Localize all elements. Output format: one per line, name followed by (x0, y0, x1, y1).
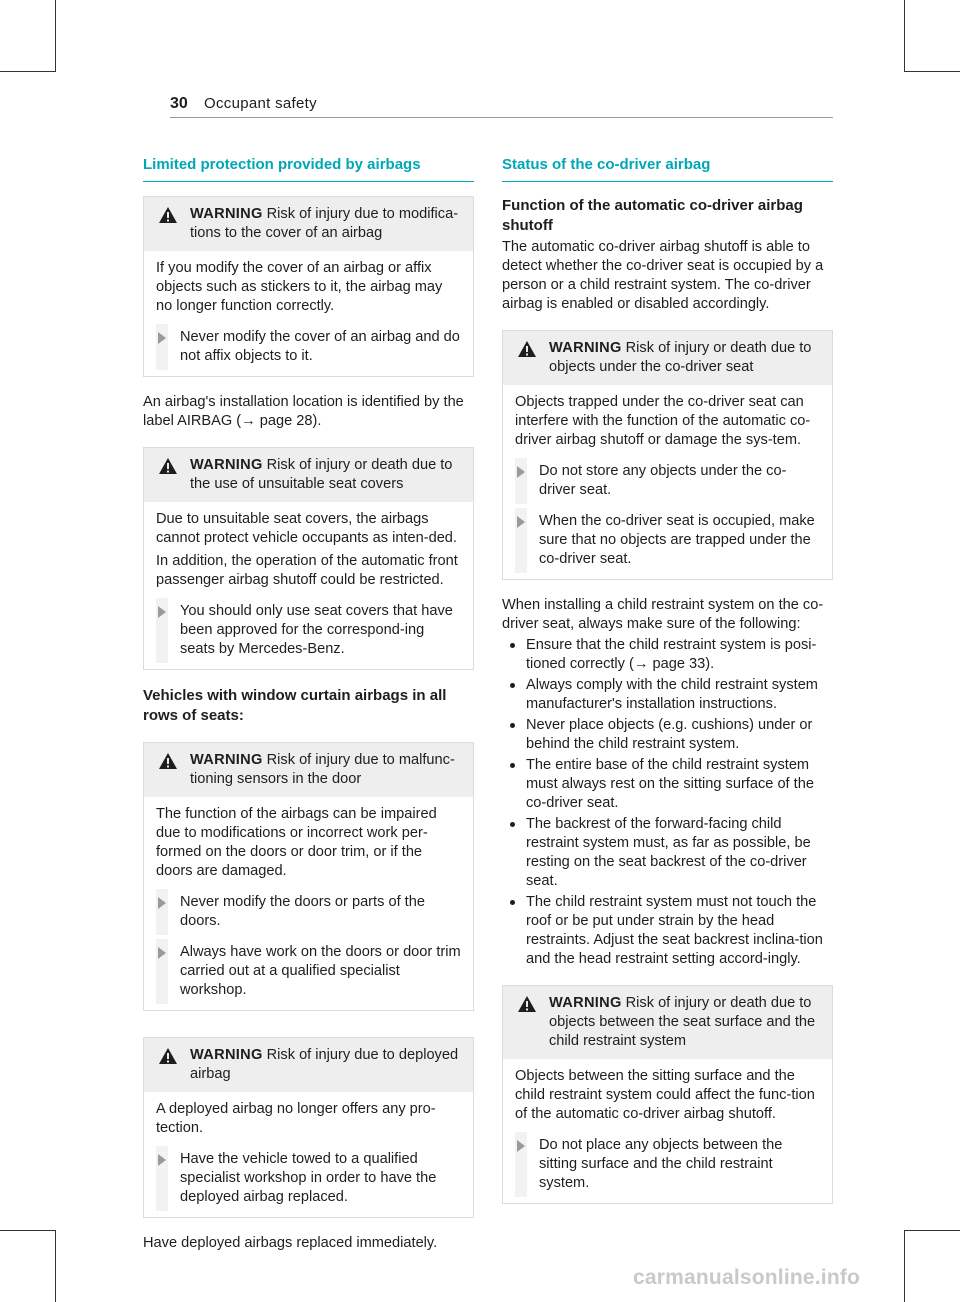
warning-heading: Risk of injury or death due to objects under the co-driver seat (549, 340, 812, 375)
instruction-step (515, 1136, 820, 1193)
step-arrow-icon (158, 332, 166, 344)
instruction-step (156, 1150, 461, 1207)
warning-heading: Risk of injury due to modifica-tions to the cover of an airbag (190, 206, 459, 241)
page-header (170, 92, 833, 118)
warning-text: Due to unsuitable seat covers, the airbags cannot protect vehicle occupants as inten-ded. (156, 511, 457, 546)
warning-keyword: WARNING (549, 995, 622, 1011)
warning-keyword: WARNING (190, 206, 263, 222)
warning-body (503, 385, 832, 579)
list-item: Always comply with the child restraint system manufacturer's installation instructions. (502, 676, 833, 714)
warning-box (143, 1037, 474, 1218)
crop-mark (55, 0, 56, 72)
watermark: carmanualsonline.info (633, 1266, 861, 1289)
paragraph: When installing a child restraint system on the co-driver seat, always make sure of the following: (502, 597, 824, 632)
warning-text: In addition, the operation of the automatic front passenger airbag shutoff could be restricted. (156, 553, 458, 588)
step-arrow-icon (158, 1154, 166, 1166)
crop-mark (904, 71, 960, 72)
warning-header (144, 1038, 473, 1092)
warning-text: Objects between the sitting surface and the child restraint system could affect the func-tion of the automatic co-driver airbag shutoff. (515, 1068, 815, 1122)
subheading: Function of the automatic co-driver airbag shutoff (502, 197, 803, 234)
warning-body (503, 1059, 832, 1203)
step-text: You should only use seat covers that have been approved for the correspond-ing seats by Mercedes-Benz. (180, 603, 453, 657)
instruction-step (515, 512, 820, 569)
warning-heading: Risk of injury or death due to the use of unsuitable seat covers (190, 457, 453, 492)
warning-box (143, 742, 474, 1011)
warning-heading: Risk of injury or death due to objects between the seat surface and the child restraint system (549, 995, 816, 1049)
warning-triangle-icon (158, 457, 178, 475)
warning-triangle-icon (517, 995, 537, 1013)
instruction-step (515, 462, 820, 500)
step-text: Always have work on the doors or door trim carried out at a qualified specialist workshop. (180, 944, 461, 998)
step-arrow-icon (158, 947, 166, 959)
instruction-step (156, 328, 461, 366)
list-item: The backrest of the forward-facing child restraint system must, as far as possible, be resting on the seat backrest of the co-driver seat. (502, 815, 833, 891)
list-item: The child restraint system must not touch the roof or be put under strain by the head restraints. Adjust the seat backrest inclina-tion and the head restraint setting accord-ingly. (502, 893, 833, 969)
warning-triangle-icon (158, 752, 178, 770)
crop-mark (0, 1230, 56, 1231)
warning-keyword: WARNING (549, 340, 622, 356)
warning-body (144, 797, 473, 1010)
warning-header (144, 197, 473, 251)
warning-body (144, 502, 473, 669)
warning-keyword: WARNING (190, 752, 263, 768)
step-arrow-icon (158, 897, 166, 909)
page-section-title: Occupant safety (204, 95, 317, 112)
crop-mark (904, 0, 905, 72)
crop-mark (904, 1230, 960, 1231)
warning-body (144, 1092, 473, 1217)
left-column (143, 155, 474, 1269)
warning-keyword: WARNING (190, 457, 263, 473)
warning-heading: Risk of injury due to deployed airbag (190, 1047, 459, 1082)
step-arrow-icon (517, 1140, 525, 1152)
step-text: Never modify the doors or parts of the doors. (180, 894, 425, 929)
warning-header (503, 986, 832, 1059)
section-title: Limited protection provided by airbags (143, 155, 474, 182)
warning-box (502, 330, 833, 580)
warning-header (503, 331, 832, 385)
list-item: Ensure that the child restraint system is posi-tioned correctly (→ page 33). (502, 636, 833, 674)
warning-text: Objects trapped under the co-driver seat can interfere with the function of the automatic co-driver airbag shutoff or damage the sys-tem. (515, 394, 811, 448)
step-text: Do not store any objects under the co-driver seat. (539, 463, 787, 498)
warning-text: If you modify the cover of an airbag or affix objects such as stickers to it, the airbag may no longer function correctly. (156, 260, 443, 314)
subheading: Vehicles with window curtain airbags in all rows of seats: (143, 687, 447, 724)
crop-mark (55, 1230, 56, 1302)
paragraph: Have deployed airbags replaced immediately. (143, 1235, 438, 1251)
warning-heading: Risk of injury due to malfunc-tioning sensors in the door (190, 752, 455, 787)
step-text: Never modify the cover of an airbag and do not affix objects to it. (180, 329, 460, 364)
warning-header (144, 448, 473, 502)
paragraph: An airbag's installation location is identified by the label AIRBAG (→ page 28). (143, 394, 464, 429)
warning-triangle-icon (158, 1047, 178, 1065)
section-title: Status of the co-driver airbag (502, 155, 833, 182)
crop-mark (0, 71, 56, 72)
warning-triangle-icon (517, 340, 537, 358)
warning-text: A deployed airbag no longer offers any pro-tection. (156, 1101, 436, 1136)
warning-body (144, 251, 473, 376)
step-arrow-icon (158, 606, 166, 618)
page-number: 30 (170, 95, 188, 112)
instruction-step (156, 602, 461, 659)
bullet-list (502, 636, 833, 969)
instruction-step (156, 943, 461, 1000)
list-item: Never place objects (e.g. cushions) under or behind the child restraint system. (502, 716, 833, 754)
step-text: When the co-driver seat is occupied, make sure that no objects are trapped under the co-driver seat. (539, 513, 815, 567)
warning-box (143, 196, 474, 377)
warning-box (143, 447, 474, 670)
right-column (502, 155, 833, 1220)
instruction-step (156, 893, 461, 931)
warning-box (502, 985, 833, 1204)
list-item: The entire base of the child restraint system must always rest on the sitting surface of the co-driver seat. (502, 756, 833, 813)
warning-header (144, 743, 473, 797)
step-text: Do not place any objects between the sitting surface and the child restraint system. (539, 1137, 783, 1191)
step-arrow-icon (517, 516, 525, 528)
warning-keyword: WARNING (190, 1047, 263, 1063)
crop-mark (904, 1230, 905, 1302)
warning-triangle-icon (158, 206, 178, 224)
step-text: Have the vehicle towed to a qualified specialist workshop in order to have the deployed airbag replaced. (180, 1151, 437, 1205)
warning-text: The function of the airbags can be impaired due to modifications or incorrect work per-formed on the doors or door trim, or if the doors are damaged. (156, 806, 437, 879)
step-arrow-icon (517, 466, 525, 478)
paragraph: The automatic co-driver airbag shutoff is able to detect whether the co-driver seat is occupied by a person or a child restraint system. The co-driver airbag is enabled or disabled accordingly. (502, 239, 824, 312)
